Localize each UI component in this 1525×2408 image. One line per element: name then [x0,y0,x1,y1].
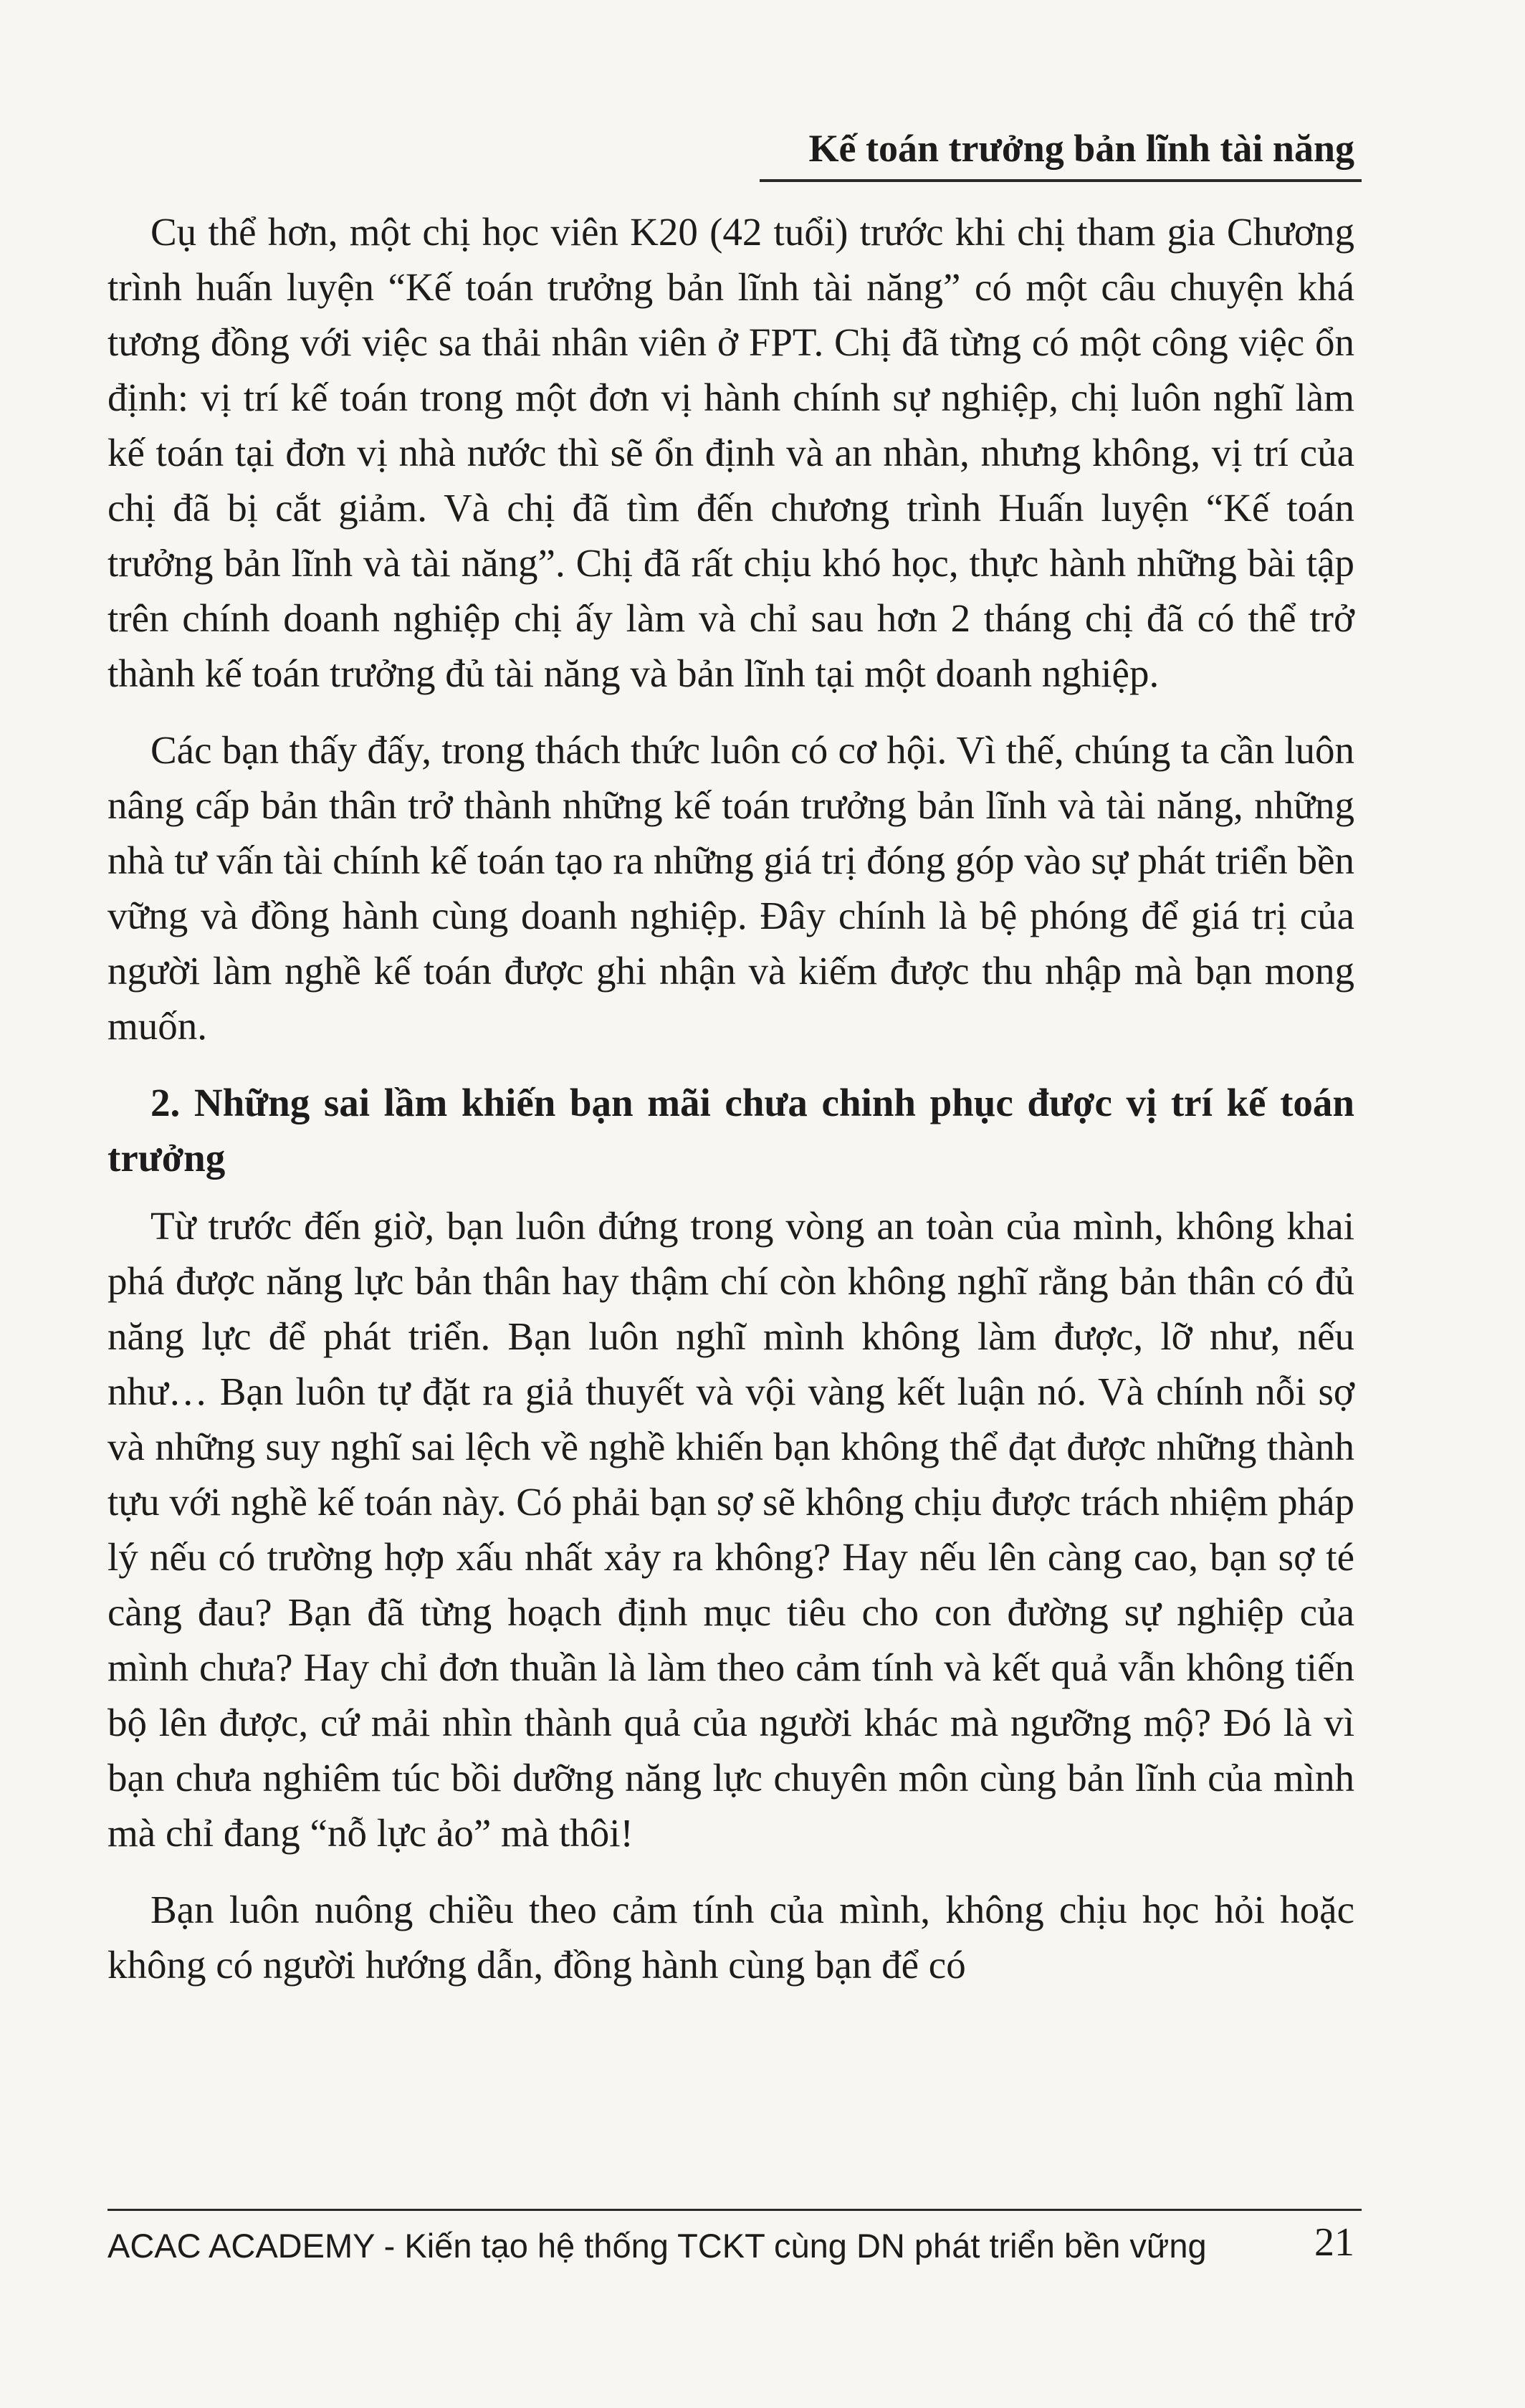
running-head-title: Kế toán trưởng bản lĩnh tài năng [808,127,1354,170]
paragraph-3: Từ trước đến giờ, bạn luôn đứng trong vòng an toàn của mình, không khai phá được năng lực bản thân hay thậm chí còn không nghĩ rằng bản thân có đủ năng lực để phát triển. Bạn luôn nghĩ mình không làm được, lỡ như, nếu như… Bạn luôn tự đặt ra giả thuyết và vội vàng kết luận nó. Và chính nỗi sợ và những suy nghĩ sai lệch về nghề khiến bạn không thể đạt được những thành tựu với nghề kế toán này. Có phải bạn sợ sẽ không chịu được trách nhiệm pháp lý nếu có trường hợp xấu nhất xảy ra không? Hay nếu lên càng cao, bạn sợ té càng đau? Bạn đã từng hoạch định mục tiêu cho con đường sự nghiệp của mình chưa? Hay chỉ đơn thuần là làm theo cảm tính và kết quả vẫn không tiến bộ lên được, cứ mải nhìn thành quả của người khác mà ngưỡng mộ? Đó là vì bạn chưa nghiêm túc bồi dưỡng năng lực chuyên môn cùng bản lĩnh của mình mà chỉ đang “nỗ lực ảo” mà thôi! [107,1204,1354,1855]
footer-text: ACAC ACADEMY - Kiến tạo hệ thống TCKT cùng DN phát triển bền vững [107,2227,1207,2265]
footer-rule [107,2209,1362,2211]
section-heading: 2. Những sai lầm khiến bạn mãi chưa chinh phục được vị trí kế toán trưởng [107,1081,1354,1180]
paragraph-4: Bạn luôn nuông chiều theo cảm tính của mình, không chịu học hỏi hoặc không có người hướng dẫn, đồng hành cùng bạn để có [107,1888,1354,1987]
paragraph-2: Các bạn thấy đấy, trong thách thức luôn có cơ hội. Vì thế, chúng ta cần luôn nâng cấp bản thân trở thành những kế toán trưởng bản lĩnh và tài năng, những nhà tư vấn tài chính kế toán tạo ra những giá trị đóng góp vào sự phát triển bền vững và đồng hành cùng doanh nghiệp. Đây chính là bệ phóng để giá trị của người làm nghề kế toán được ghi nhận và kiếm được thu nhập mà bạn mong muốn. [107,728,1354,1048]
paragraph-1: Cụ thể hơn, một chị học viên K20 (42 tuổi) trước khi chị tham gia Chương trình huấn luyện “Kế toán trưởng bản lĩnh tài năng” có một câu chuyện khá tương đồng với việc sa thải nhân viên ở FPT. Chị đã từng có một công việc ổn định: vị trí kế toán trong một đơn vị hành chính sự nghiệp, chị luôn nghĩ làm kế toán tại đơn vị nhà nước thì sẽ ổn định và an nhàn, nhưng không, vị trí của chị đã bị cắt giảm. Và chị đã tìm đến chương trình Huấn luyện “Kế toán trưởng bản lĩnh và tài năng”. Chị đã rất chịu khó học, thực hành những bài tập trên chính doanh nghiệp chị ấy làm và chỉ sau hơn 2 tháng chị đã có thể trở thành kế toán trưởng đủ tài năng và bản lĩnh tại một doanh nghiệp. [107,210,1354,695]
header-rule [760,179,1362,182]
body-text [107,204,1354,2014]
page-number: 21 [1314,2220,1354,2265]
